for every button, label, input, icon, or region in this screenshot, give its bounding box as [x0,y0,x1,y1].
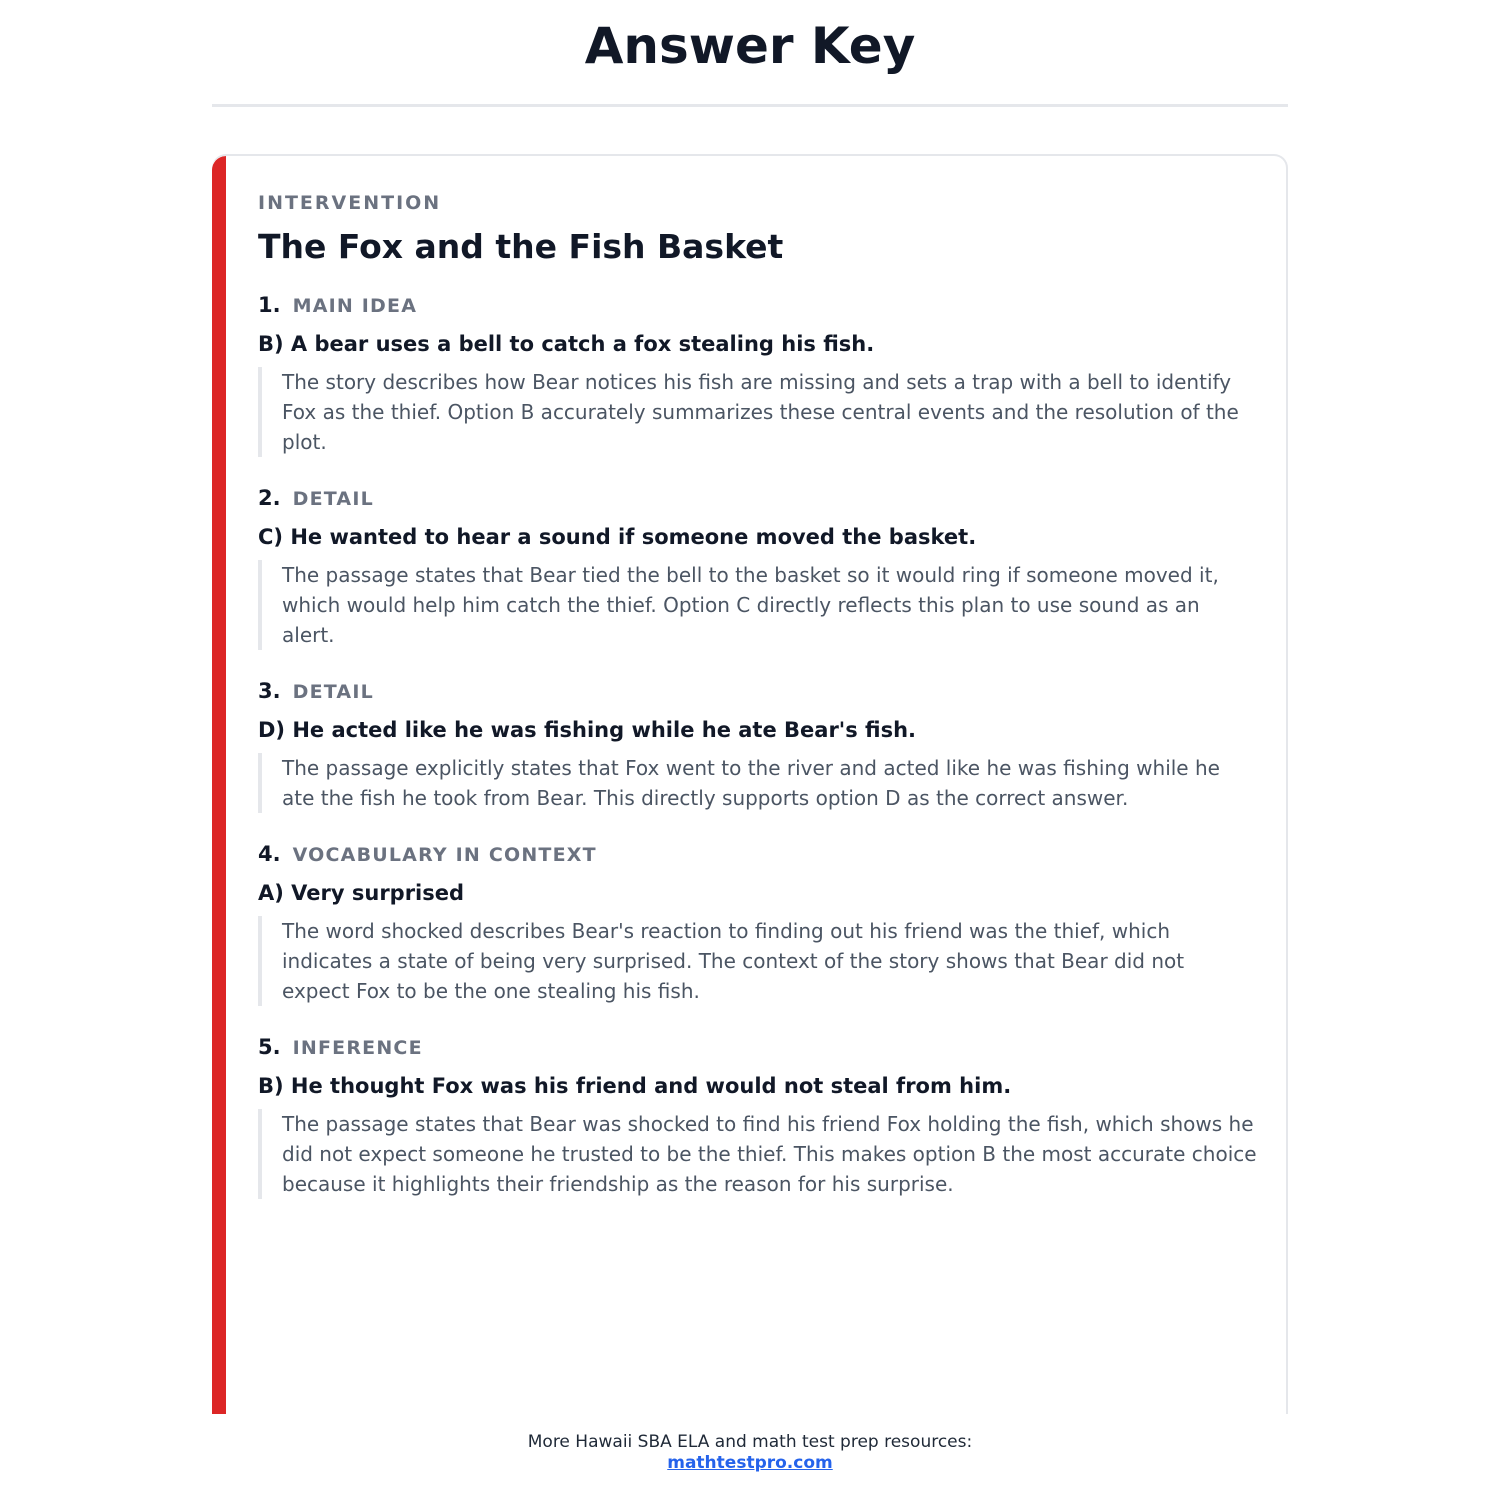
category-label: INTERVENTION [258,192,442,214]
answer-explanation: The word shocked describes Bear's reaction to finding out his friend was the thief, which indicates a state of being very surprised. The context of the story shows that Bear did not expect Fox to be the one stealing his fish. [258,916,1258,1006]
question-item-1 [258,290,1258,457]
footer [0,1432,1500,1474]
question-item-3 [258,676,1258,813]
footer-link[interactable]: mathtestpro.com [667,1453,833,1473]
question-item-4 [258,839,1258,1006]
title-divider [212,104,1288,107]
answer-explanation: The passage states that Bear was shocked to find his friend Fox holding the fish, which shows he did not expect someone he trusted to be the thief. This makes option B the most accurate choice because it highlights their friendship as the reason for his surprise. [258,1109,1258,1199]
question-header [258,483,1258,514]
question-header [258,1032,1258,1063]
answer-explanation: The story describes how Bear notices his fish are missing and sets a trap with a bell to identify Fox as the thief. Option B accurately summarizes these central events and the resolution of the plot. [258,367,1258,457]
question-item-2 [258,483,1258,650]
page-title: Answer Key [584,17,916,75]
question-header [258,290,1258,321]
correct-answer: B) He thought Fox was his friend and would not steal from him. [258,1074,1012,1098]
correct-answer: D) He acted like he was fishing while he ate Bear's fish. [258,718,917,742]
question-header [258,839,1258,870]
answer-key-card [212,154,1288,1414]
question-item-5 [258,1032,1258,1199]
question-number: 4. [258,842,281,866]
card-accent-bar [212,156,226,1414]
footer-text: More Hawaii SBA ELA and math test prep resources: [527,1432,973,1452]
correct-answer: C) He wanted to hear a sound if someone moved the basket. [258,525,977,549]
question-number: 2. [258,486,281,510]
question-type: DETAIL [292,681,374,703]
card-content [258,190,1258,1225]
question-number: 5. [258,1035,281,1059]
story-title: The Fox and the Fish Basket [258,227,784,266]
question-header [258,676,1258,707]
question-type: DETAIL [292,488,374,510]
question-type: INFERENCE [292,1037,423,1059]
correct-answer: B) A bear uses a bell to catch a fox stealing his fish. [258,332,875,356]
question-number: 1. [258,293,281,317]
question-type: VOCABULARY IN CONTEXT [292,844,597,866]
question-list [258,290,1258,1199]
answer-explanation: The passage states that Bear tied the bell to the basket so it would ring if someone moved it, which would help him catch the thief. Option C directly reflects this plan to use sound as an alert. [258,560,1258,650]
correct-answer: A) Very surprised [258,881,465,905]
question-number: 3. [258,679,281,703]
question-type: MAIN IDEA [292,295,418,317]
answer-explanation: The passage explicitly states that Fox went to the river and acted like he was fishing while he ate the fish he took from Bear. This directly supports option D as the correct answer. [258,753,1258,813]
